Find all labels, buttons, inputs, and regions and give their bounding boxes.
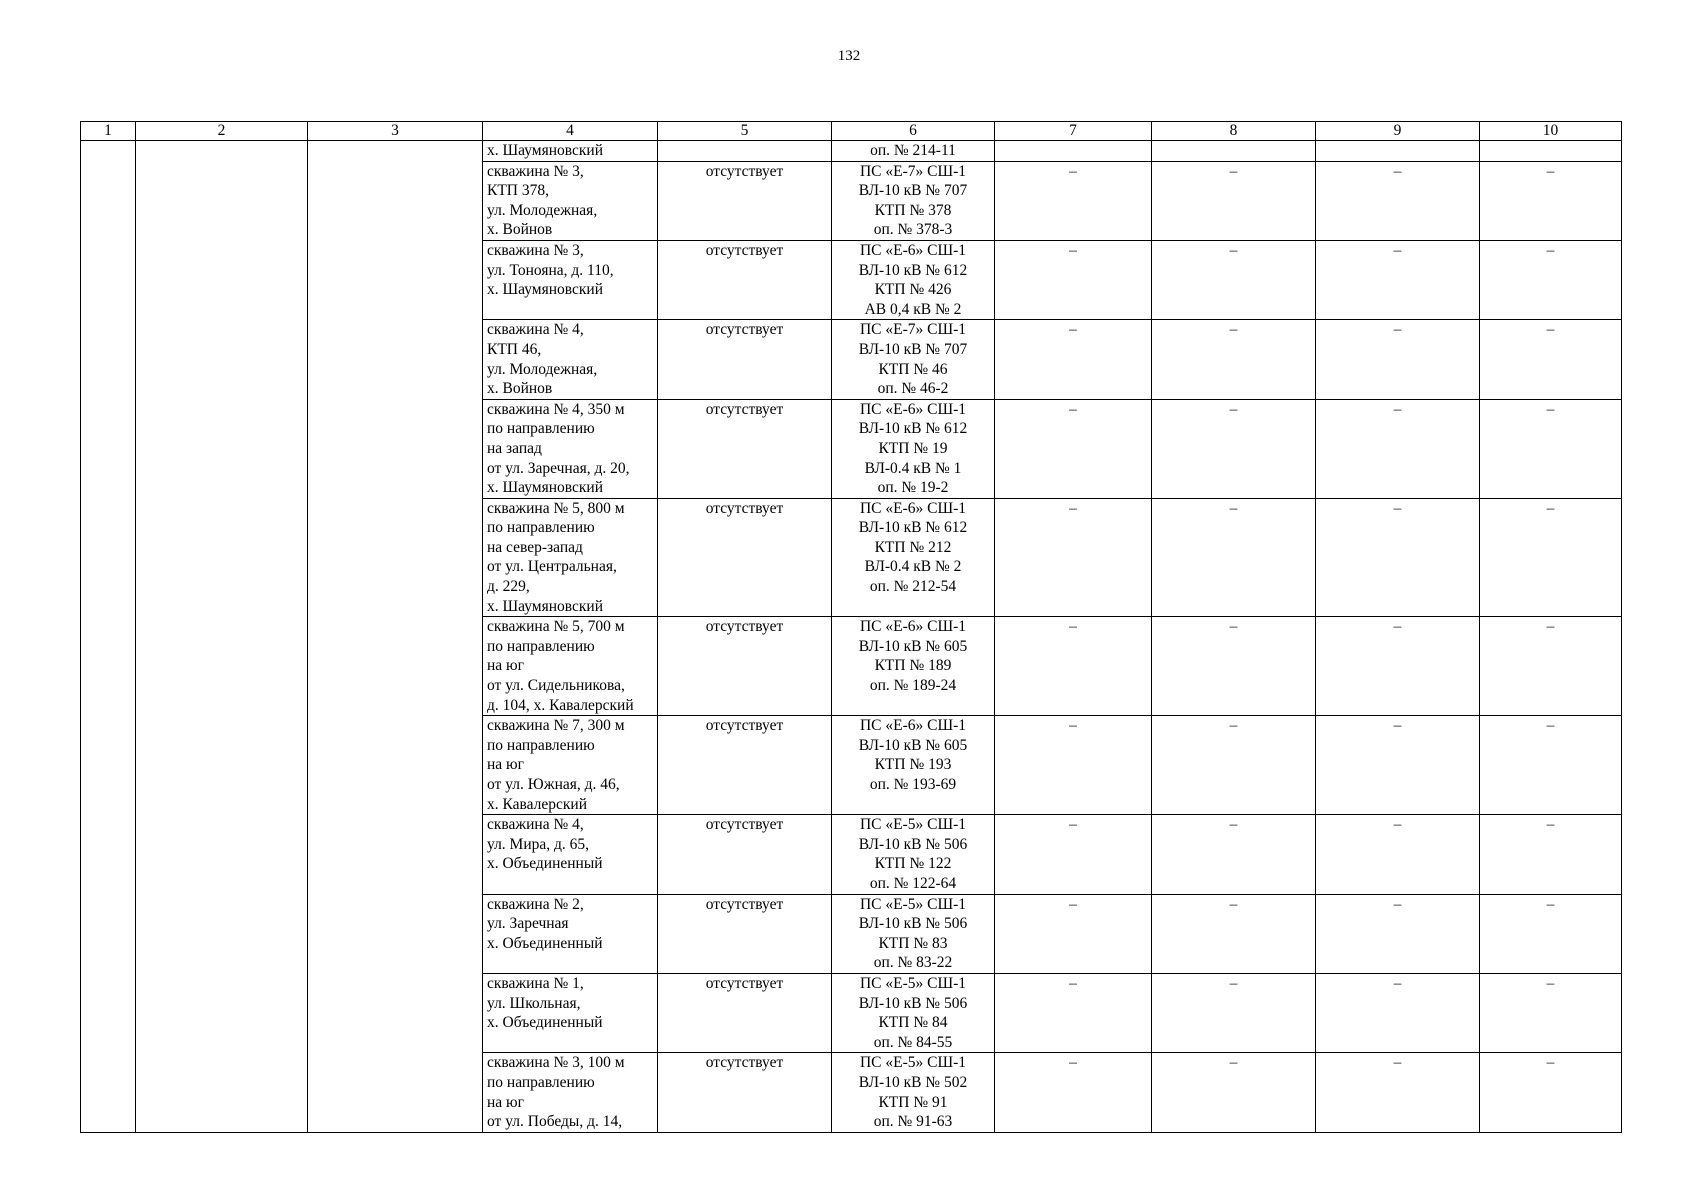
- value-cell-7: [995, 141, 1152, 162]
- location-line: КТП 378,: [487, 182, 549, 200]
- column-header: 8: [1152, 122, 1316, 141]
- location-line: на юг: [487, 756, 524, 774]
- power-source-line: ВЛ-10 кВ № 506: [858, 915, 968, 933]
- status-cell: [658, 617, 832, 716]
- power-source-line: ВЛ-10 кВ № 707: [858, 340, 968, 358]
- value-cell-8: –: [1152, 498, 1316, 617]
- power-source-line: КТП № 122: [874, 855, 952, 873]
- location-cell: [483, 716, 658, 815]
- power-source-line: ВЛ-10 кВ № 506: [858, 835, 968, 853]
- location-line: скважина № 3,: [487, 162, 584, 180]
- value-cell-7: –: [995, 815, 1152, 894]
- power-source-line: КТП № 426: [874, 281, 952, 299]
- location-line: на юг: [487, 657, 524, 675]
- power-source-line: ПС «Е-6» СШ-1: [859, 400, 967, 418]
- status-line: отсутствует: [705, 974, 784, 992]
- location-line: ул. Молодежная,: [487, 360, 598, 378]
- power-source-cell: [832, 141, 995, 162]
- value-cell-9: –: [1316, 716, 1480, 815]
- location-line: скважина № 3, 100 м: [487, 1054, 625, 1072]
- status-cell: [658, 240, 832, 319]
- value-cell-9: –: [1316, 399, 1480, 498]
- location-line: скважина № 5, 800 м: [487, 499, 625, 517]
- power-source-cell: [832, 815, 995, 894]
- value-cell-7: –: [995, 973, 1152, 1052]
- value-cell-9: –: [1316, 815, 1480, 894]
- location-cell: [483, 973, 658, 1052]
- location-line: от ул. Победы, д. 14,: [487, 1113, 623, 1131]
- value-cell-7: –: [995, 161, 1152, 240]
- value-cell-8: –: [1152, 815, 1316, 894]
- power-source-line: ВЛ-10 кВ № 605: [858, 637, 968, 655]
- status-cell: [658, 498, 832, 617]
- status-cell: [658, 141, 832, 162]
- location-cell: [483, 240, 658, 319]
- column-header: 9: [1316, 122, 1480, 141]
- status-cell: [658, 320, 832, 399]
- status-cell: [658, 894, 832, 973]
- power-source-line: ПС «Е-5» СШ-1: [859, 974, 967, 992]
- power-source-line: ВЛ-10 кВ № 707: [858, 182, 968, 200]
- value-cell-8: –: [1152, 894, 1316, 973]
- power-source-line: оп. № 122-64: [869, 874, 957, 892]
- power-source-line: оп. № 193-69: [869, 776, 957, 793]
- location-line: скважина № 1,: [487, 974, 584, 992]
- location-line: от ул. Сидельникова,: [487, 677, 625, 695]
- location-line: д. 229,: [487, 578, 530, 596]
- power-source-line: ПС «Е-6» СШ-1: [859, 241, 967, 259]
- value-cell-7: –: [995, 240, 1152, 319]
- power-source-line: АВ 0,4 кВ № 2: [864, 300, 962, 318]
- power-source-cell: [832, 617, 995, 716]
- location-line: ул. Молодежная,: [487, 201, 598, 219]
- column-header: 4: [483, 122, 658, 141]
- location-cell: [483, 161, 658, 240]
- value-cell-9: –: [1316, 498, 1480, 617]
- value-cell-7: –: [995, 716, 1152, 815]
- location-line: по направлению: [487, 736, 595, 754]
- location-cell: [483, 498, 658, 617]
- power-source-line: оп. № 189-24: [869, 677, 957, 695]
- location-line: х. Шаумяновский: [487, 281, 603, 299]
- power-source-line: КТП № 84: [878, 1014, 948, 1032]
- value-cell-9: –: [1316, 617, 1480, 716]
- power-source-line: КТП № 83: [878, 934, 948, 952]
- table-row: [81, 141, 1622, 162]
- value-cell-9: –: [1316, 1053, 1480, 1132]
- location-line: на запад: [487, 439, 542, 457]
- power-source-cell: [832, 894, 995, 973]
- value-cell-8: –: [1152, 1053, 1316, 1132]
- value-cell-7: –: [995, 894, 1152, 973]
- status-line: отсутствует: [705, 816, 784, 834]
- column-number-row: [81, 122, 1622, 141]
- value-cell-8: –: [1152, 617, 1316, 716]
- power-source-cell: [832, 1053, 995, 1132]
- location-cell: [483, 320, 658, 399]
- value-cell-10: –: [1480, 617, 1622, 716]
- location-line: х. Объединенный: [487, 1014, 603, 1032]
- location-line: на север-запад: [487, 538, 583, 556]
- value-cell-8: –: [1152, 320, 1316, 399]
- location-line: скважина № 4,: [487, 321, 584, 339]
- power-source-line: ПС «Е-6» СШ-1: [859, 618, 967, 636]
- status-cell: [658, 1053, 832, 1132]
- location-cell: [483, 1053, 658, 1132]
- power-source-line: оп. № 91-63: [873, 1113, 953, 1131]
- location-line: по направлению: [487, 637, 595, 655]
- column-header: 10: [1480, 122, 1622, 141]
- power-source-line: КТП № 189: [874, 657, 952, 675]
- power-source-line: ПС «Е-7» СШ-1: [859, 162, 967, 180]
- value-cell-8: –: [1152, 240, 1316, 319]
- column-header: 1: [81, 122, 136, 141]
- status-line: отсутствует: [705, 241, 784, 259]
- value-cell-10: –: [1480, 716, 1622, 815]
- power-source-line: КТП № 19: [878, 439, 948, 457]
- power-source-line: ВЛ-10 кВ № 506: [858, 994, 968, 1012]
- power-source-line: ВЛ-0.4 кВ № 2: [864, 558, 962, 576]
- power-source-line: КТП № 193: [874, 756, 952, 774]
- location-line: х. Объединенный: [487, 934, 603, 952]
- status-line: отсутствует: [705, 499, 784, 517]
- location-line: х. Объединенный: [487, 855, 603, 873]
- power-source-cell: [832, 973, 995, 1052]
- value-cell-10: –: [1480, 498, 1622, 617]
- power-source-cell: [832, 240, 995, 319]
- status-cell: [658, 973, 832, 1052]
- power-source-line: оп. № 19-2: [877, 479, 949, 497]
- status-line: отсутствует: [705, 162, 784, 180]
- location-cell: [483, 617, 658, 716]
- value-cell-10: –: [1480, 161, 1622, 240]
- value-cell-9: –: [1316, 240, 1480, 319]
- power-source-line: КТП № 212: [874, 538, 952, 556]
- column-header: 5: [658, 122, 832, 141]
- location-line: х. Шаумяновский: [487, 479, 603, 497]
- value-cell-7: –: [995, 1053, 1152, 1132]
- value-cell-8: –: [1152, 716, 1316, 815]
- value-cell-8: [1152, 141, 1316, 162]
- value-cell-10: –: [1480, 815, 1622, 894]
- status-cell: [658, 161, 832, 240]
- power-source-cell: [832, 498, 995, 617]
- empty-cell-col-1: [81, 141, 136, 1133]
- power-source-line: оп. № 378-3: [873, 221, 953, 239]
- location-line: на юг: [487, 1093, 524, 1111]
- location-cell: [483, 399, 658, 498]
- value-cell-7: –: [995, 617, 1152, 716]
- column-header: 2: [136, 122, 308, 141]
- location-cell: [483, 815, 658, 894]
- location-cell: [483, 894, 658, 973]
- value-cell-8: –: [1152, 973, 1316, 1052]
- location-line: по направлению: [487, 519, 595, 537]
- table-body: [81, 122, 1622, 1133]
- status-line: отсутствует: [705, 895, 784, 913]
- data-table: [80, 121, 1622, 1133]
- value-cell-7: –: [995, 399, 1152, 498]
- location-cell: [483, 141, 658, 162]
- location-line: ул. Тонояна, д. 110,: [487, 261, 614, 279]
- value-cell-8: –: [1152, 399, 1316, 498]
- location-line: КТП 46,: [487, 340, 542, 358]
- value-cell-10: –: [1480, 240, 1622, 319]
- status-cell: [658, 815, 832, 894]
- location-line: скважина № 7, 300 м: [487, 717, 625, 735]
- location-line: х. Кавалерский: [487, 795, 588, 813]
- power-source-line: ВЛ-10 кВ № 612: [858, 420, 968, 438]
- location-line: ул. Школьная,: [487, 994, 581, 1012]
- location-line: х. Шаумяновский: [487, 597, 603, 615]
- power-source-line: ВЛ-10 кВ № 612: [858, 519, 968, 537]
- power-source-line: ВЛ-10 кВ № 605: [858, 736, 968, 754]
- location-line: скважина № 3,: [487, 241, 584, 259]
- power-source-line: оп. № 46-2: [877, 380, 949, 398]
- column-header: 3: [308, 122, 483, 141]
- power-source-line: ВЛ-10 кВ № 502: [858, 1073, 968, 1091]
- power-source-line: ПС «Е-6» СШ-1: [859, 499, 967, 517]
- column-header: 6: [832, 122, 995, 141]
- power-source-line: оп. № 214-11: [870, 142, 956, 159]
- location-line: скважина № 4,: [487, 816, 584, 834]
- location-line: от ул. Южная, д. 46,: [487, 776, 620, 793]
- power-source-cell: [832, 399, 995, 498]
- status-line: отсутствует: [705, 321, 784, 339]
- value-cell-9: –: [1316, 320, 1480, 399]
- power-source-line: КТП № 91: [878, 1093, 948, 1111]
- value-cell-10: –: [1480, 320, 1622, 399]
- location-line: скважина № 4, 350 м: [487, 400, 625, 418]
- power-source-line: оп. № 84-55: [873, 1033, 953, 1051]
- status-line: отсутствует: [705, 400, 784, 418]
- power-source-line: ПС «Е-6» СШ-1: [859, 717, 967, 735]
- location-line: от ул. Заречная, д. 20,: [487, 459, 630, 477]
- value-cell-8: –: [1152, 161, 1316, 240]
- status-line: отсутствует: [705, 1054, 784, 1072]
- location-line: скважина № 5, 700 м: [487, 618, 625, 636]
- location-line: д. 104, х. Кавалерский: [487, 696, 634, 714]
- power-source-cell: [832, 161, 995, 240]
- empty-cell-col-3: [308, 141, 483, 1133]
- status-cell: [658, 716, 832, 815]
- value-cell-9: [1316, 141, 1480, 162]
- value-cell-7: –: [995, 498, 1152, 617]
- power-source-line: ВЛ-10 кВ № 612: [858, 261, 968, 279]
- power-source-line: оп. № 212-54: [869, 578, 957, 596]
- location-line: х. Войнов: [487, 221, 553, 239]
- value-cell-7: –: [995, 320, 1152, 399]
- power-source-line: ПС «Е-5» СШ-1: [859, 816, 967, 834]
- location-line: от ул. Центральная,: [487, 558, 617, 576]
- value-cell-10: –: [1480, 894, 1622, 973]
- status-line: отсутствует: [705, 717, 784, 735]
- power-source-cell: [832, 320, 995, 399]
- value-cell-10: –: [1480, 1053, 1622, 1132]
- power-source-line: ПС «Е-7» СШ-1: [859, 321, 967, 339]
- value-cell-9: –: [1316, 161, 1480, 240]
- location-line: по направлению: [487, 420, 595, 438]
- empty-cell-col-2: [136, 141, 308, 1133]
- power-source-line: ПС «Е-5» СШ-1: [859, 895, 967, 913]
- value-cell-9: –: [1316, 894, 1480, 973]
- location-line: по направлению: [487, 1073, 595, 1091]
- location-line: скважина № 2,: [487, 895, 584, 913]
- location-line: х. Шаумяновский: [487, 142, 603, 159]
- page-number: 132: [837, 48, 861, 64]
- power-source-line: КТП № 46: [878, 360, 948, 378]
- value-cell-9: –: [1316, 973, 1480, 1052]
- power-source-line: КТП № 378: [874, 201, 952, 219]
- location-line: ул. Заречная: [487, 915, 569, 933]
- power-source-line: ПС «Е-5» СШ-1: [859, 1054, 967, 1072]
- column-header: 7: [995, 122, 1152, 141]
- location-line: ул. Мира, д. 65,: [487, 835, 590, 853]
- status-cell: [658, 399, 832, 498]
- value-cell-10: –: [1480, 399, 1622, 498]
- power-source-line: ВЛ-0.4 кВ № 1: [864, 459, 962, 477]
- value-cell-10: [1480, 141, 1622, 162]
- value-cell-10: –: [1480, 973, 1622, 1052]
- power-source-cell: [832, 716, 995, 815]
- status-line: отсутствует: [705, 618, 784, 636]
- location-line: х. Войнов: [487, 380, 553, 398]
- power-source-line: оп. № 83-22: [873, 954, 953, 972]
